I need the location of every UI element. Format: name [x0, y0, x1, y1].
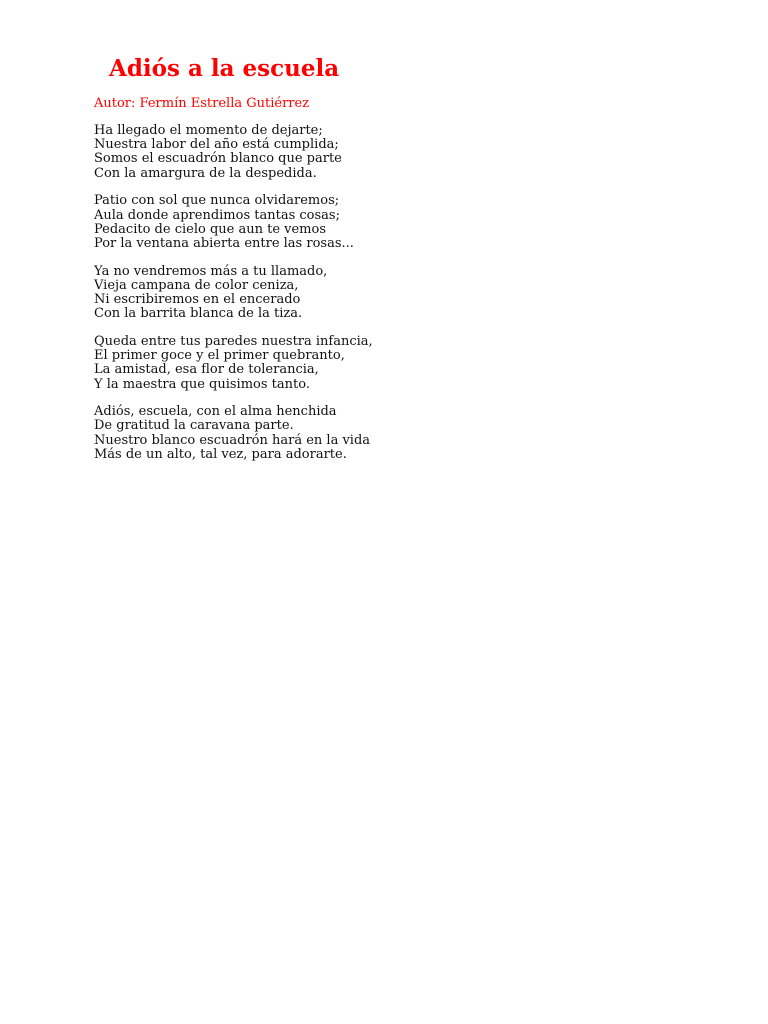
verse-line: Con la barrita blanca de la tiza.	[94, 306, 303, 322]
verse-line: Ya no vendremos más a tu llamado,	[94, 263, 328, 279]
verse-line: Nuestro blanco escuadrón hará en la vida	[94, 432, 371, 448]
verse-line: Más de un alto, tal vez, para adorarte.	[94, 446, 347, 462]
verse-line: Patio con sol que nunca olvidaremos;	[94, 193, 340, 209]
verse-line: Vieja campana de color ceniza,	[94, 277, 299, 293]
verse-line: El primer goce y el primer quebranto,	[94, 348, 345, 364]
verse-line: Pedacito de cielo que aun te vemos	[94, 221, 327, 237]
document-page	[94, 54, 714, 462]
verse-line: Somos el escuadrón blanco que parte	[94, 151, 342, 167]
verse-line: Ni escribiremos en el encerado	[94, 292, 301, 308]
verse-line: Por la ventana abierta entre las rosas...	[94, 235, 354, 251]
poem-author: Autor: Fermín Estrella Gutiérrez	[94, 96, 310, 111]
verse-line: Queda entre tus paredes nuestra infancia,	[94, 333, 373, 349]
verse-line: Aula donde aprendimos tantas cosas;	[94, 207, 340, 223]
stanza-1	[94, 124, 714, 181]
verse-line: De gratitud la caravana parte.	[94, 418, 294, 434]
stanza-2	[94, 194, 714, 251]
poem-title: Adiós a la escuela	[109, 55, 340, 82]
verse-line: Adiós, escuela, con el alma henchida	[94, 404, 337, 420]
verse-line: Nuestra labor del año está cumplida;	[94, 137, 339, 153]
verse-line: Con la amargura de la despedida.	[94, 165, 317, 181]
stanza-4	[94, 335, 714, 392]
verse-line: Y la maestra que quisimos tanto.	[94, 376, 310, 392]
stanza-3	[94, 265, 714, 322]
verse-line: La amistad, esa flor de tolerancia,	[94, 362, 319, 378]
stanza-5	[94, 405, 714, 462]
verse-line: Ha llegado el momento de dejarte;	[94, 123, 323, 138]
